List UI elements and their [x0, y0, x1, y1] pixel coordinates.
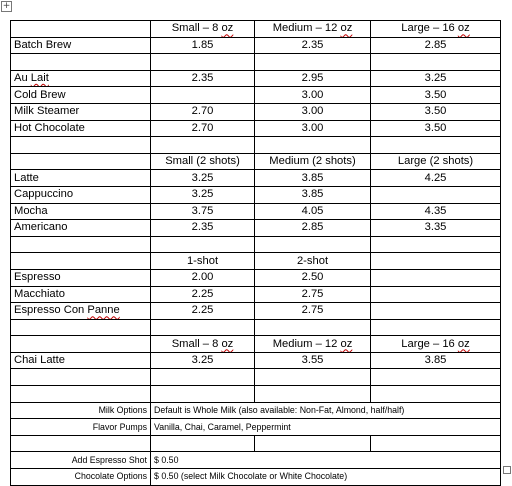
empty-cell	[151, 54, 255, 71]
blank-row	[11, 369, 501, 386]
table-move-handle-icon[interactable]: +	[2, 1, 11, 11]
table-row	[11, 220, 501, 237]
empty-cell	[11, 137, 151, 154]
price-cell: 2.75	[255, 303, 371, 320]
price-cell: Large (2 shots)	[371, 153, 501, 170]
price-cell: Small (2 shots)	[151, 153, 255, 170]
table-row	[11, 286, 501, 303]
item-name-cell: Au Lait	[11, 70, 151, 87]
empty-cell	[11, 435, 151, 452]
price-cell: Small – 8 oz	[151, 336, 255, 353]
price-cell: 2.25	[151, 286, 255, 303]
option-label: Flavor Pumps	[11, 419, 151, 436]
price-cell: 3.85	[255, 186, 371, 203]
table-row	[11, 269, 501, 286]
table-row	[11, 37, 501, 54]
option-value: Default is Whole Milk (also available: Non-Fat, Almond, half/half)	[151, 402, 501, 419]
price-cell: 3.35	[371, 220, 501, 237]
price-cell: Large – 16 oz	[371, 21, 501, 38]
empty-cell	[255, 319, 371, 336]
table-row	[11, 120, 501, 137]
option-value: $ 0.50	[151, 452, 501, 469]
price-cell: 3.55	[255, 352, 371, 369]
blank-row	[11, 435, 501, 452]
price-cell	[371, 303, 501, 320]
empty-cell	[255, 54, 371, 71]
empty-cell	[371, 435, 501, 452]
empty-cell	[11, 236, 151, 253]
empty-cell	[255, 386, 371, 403]
price-cell: 3.25	[151, 170, 255, 187]
price-cell: 3.85	[255, 170, 371, 187]
price-cell	[371, 269, 501, 286]
price-cell: 2.70	[151, 120, 255, 137]
table-row	[11, 253, 501, 270]
empty-cell	[371, 386, 501, 403]
blank-row	[11, 319, 501, 336]
price-cell: 2.50	[255, 269, 371, 286]
option-label: Add Espresso Shot	[11, 452, 151, 469]
table-row	[11, 452, 501, 469]
blank-row	[11, 54, 501, 71]
table-row	[11, 103, 501, 120]
price-cell: 2.25	[151, 303, 255, 320]
price-cell: 2.85	[255, 220, 371, 237]
table-row	[11, 21, 501, 38]
empty-cell	[151, 319, 255, 336]
price-cell: 3.50	[371, 120, 501, 137]
item-name-cell: Cappuccino	[11, 186, 151, 203]
empty-cell	[11, 386, 151, 403]
price-cell: 3.00	[255, 87, 371, 104]
item-name-cell: Milk Steamer	[11, 103, 151, 120]
price-cell: Medium (2 shots)	[255, 153, 371, 170]
item-name-cell	[11, 21, 151, 38]
price-cell: 2.75	[255, 286, 371, 303]
price-cell: Medium – 12 oz	[255, 21, 371, 38]
table-row	[11, 419, 501, 436]
empty-cell	[11, 54, 151, 71]
empty-cell	[255, 435, 371, 452]
table-row	[11, 70, 501, 87]
table-row	[11, 153, 501, 170]
price-cell: 3.25	[151, 186, 255, 203]
empty-cell	[371, 54, 501, 71]
price-cell: 3.25	[151, 352, 255, 369]
price-cell	[371, 186, 501, 203]
price-cell: 2.95	[255, 70, 371, 87]
table-row	[11, 336, 501, 353]
table-row	[11, 303, 501, 320]
price-cell: 4.35	[371, 203, 501, 220]
price-cell: 2.35	[151, 70, 255, 87]
empty-cell	[371, 319, 501, 336]
price-cell: 2.85	[371, 37, 501, 54]
price-cell: Large – 16 oz	[371, 336, 501, 353]
empty-cell	[371, 137, 501, 154]
price-cell	[371, 253, 501, 270]
price-cell	[151, 87, 255, 104]
table-row	[11, 87, 501, 104]
price-cell: 2.35	[151, 220, 255, 237]
price-cell: 2.35	[255, 37, 371, 54]
price-cell: 3.85	[371, 352, 501, 369]
empty-cell	[151, 137, 255, 154]
price-cell: 1-shot	[151, 253, 255, 270]
table-row	[11, 203, 501, 220]
empty-cell	[151, 386, 255, 403]
price-table	[10, 20, 501, 486]
option-value: Vanilla, Chai, Caramel, Peppermint	[151, 419, 501, 436]
empty-cell	[11, 319, 151, 336]
item-name-cell	[11, 336, 151, 353]
table-resize-handle-icon[interactable]	[503, 466, 511, 474]
table-row	[11, 170, 501, 187]
empty-cell	[371, 236, 501, 253]
empty-cell	[255, 369, 371, 386]
price-cell: 2-shot	[255, 253, 371, 270]
item-name-cell: Hot Chocolate	[11, 120, 151, 137]
empty-cell	[255, 137, 371, 154]
empty-cell	[255, 236, 371, 253]
item-name-cell: Espresso	[11, 269, 151, 286]
price-cell: 3.25	[371, 70, 501, 87]
price-cell: Small – 8 oz	[151, 21, 255, 38]
item-name-cell: Batch Brew	[11, 37, 151, 54]
table-row	[11, 352, 501, 369]
empty-cell	[151, 236, 255, 253]
table-row	[11, 186, 501, 203]
blank-row	[11, 236, 501, 253]
blank-row	[11, 386, 501, 403]
item-name-cell	[11, 253, 151, 270]
price-cell	[371, 286, 501, 303]
item-name-cell: Latte	[11, 170, 151, 187]
table-row	[11, 469, 501, 486]
item-name-cell	[11, 153, 151, 170]
price-cell: 3.50	[371, 87, 501, 104]
price-cell: 4.25	[371, 170, 501, 187]
price-cell: 4.05	[255, 203, 371, 220]
item-name-cell: Espresso Con Panne	[11, 303, 151, 320]
table-row	[11, 402, 501, 419]
price-cell: 3.50	[371, 103, 501, 120]
item-name-cell: Macchiato	[11, 286, 151, 303]
blank-row	[11, 137, 501, 154]
price-cell: 1.85	[151, 37, 255, 54]
item-name-cell: Americano	[11, 220, 151, 237]
price-cell: Medium – 12 oz	[255, 336, 371, 353]
price-cell: 3.75	[151, 203, 255, 220]
item-name-cell: Chai Latte	[11, 352, 151, 369]
price-cell: 3.00	[255, 120, 371, 137]
option-label: Chocolate Options	[11, 469, 151, 486]
item-name-cell: Mocha	[11, 203, 151, 220]
empty-cell	[11, 369, 151, 386]
empty-cell	[151, 435, 255, 452]
price-cell: 3.00	[255, 103, 371, 120]
option-value: $ 0.50 (select Milk Chocolate or White Chocolate)	[151, 469, 501, 486]
price-cell: 2.70	[151, 103, 255, 120]
price-cell: 2.00	[151, 269, 255, 286]
empty-cell	[371, 369, 501, 386]
item-name-cell: Cold Brew	[11, 87, 151, 104]
option-label: Milk Options	[11, 402, 151, 419]
empty-cell	[151, 369, 255, 386]
